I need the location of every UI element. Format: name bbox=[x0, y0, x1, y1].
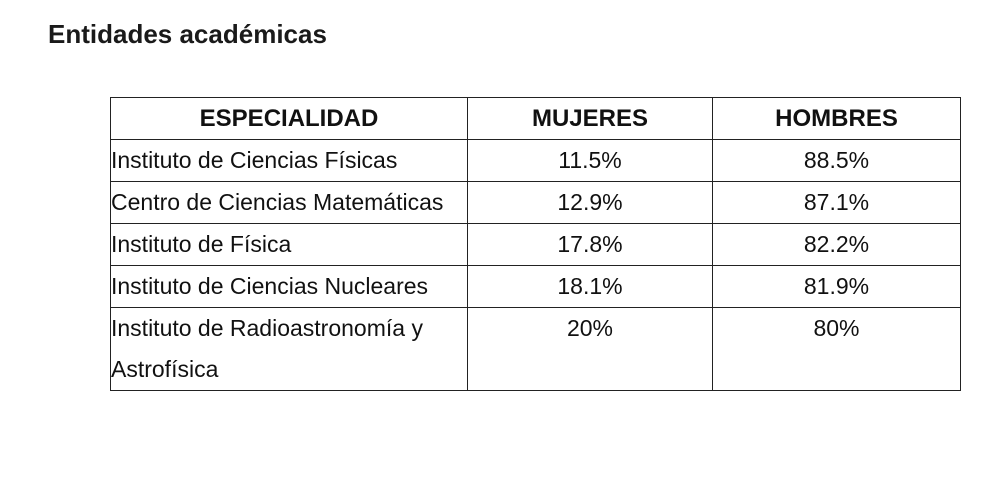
page-title: Entidades académicas bbox=[48, 19, 327, 49]
hombres-cell: 87.1% bbox=[713, 182, 961, 224]
hombres-cell: 82.2% bbox=[713, 224, 961, 266]
mujeres-cell: 18.1% bbox=[468, 266, 713, 308]
especialidad-cell: Centro de Ciencias Matemáticas bbox=[111, 182, 468, 224]
mujeres-cell: 17.8% bbox=[468, 224, 713, 266]
mujeres-cell: 20% bbox=[468, 308, 713, 391]
table-row bbox=[111, 182, 961, 224]
table-row bbox=[111, 308, 961, 391]
hombres-cell: 88.5% bbox=[713, 140, 961, 182]
table-row bbox=[111, 266, 961, 308]
table-header-row bbox=[111, 98, 961, 140]
especialidad-cell: Instituto de Física bbox=[111, 224, 468, 266]
hombres-cell: 81.9% bbox=[713, 266, 961, 308]
hombres-cell: 80% bbox=[713, 308, 961, 391]
table-row bbox=[111, 140, 961, 182]
especialidad-cell: Instituto de Ciencias Nucleares bbox=[111, 266, 468, 308]
column-header-hombres: HOMBRES bbox=[713, 98, 961, 140]
mujeres-cell: 12.9% bbox=[468, 182, 713, 224]
column-header-mujeres: MUJERES bbox=[468, 98, 713, 140]
mujeres-cell: 11.5% bbox=[468, 140, 713, 182]
column-header-especialidad: ESPECIALIDAD bbox=[111, 98, 468, 140]
especialidad-cell: Instituto de Ciencias Físicas bbox=[111, 140, 468, 182]
data-table bbox=[110, 97, 961, 391]
table-row bbox=[111, 224, 961, 266]
especialidad-cell: Instituto de Radioastronomía y Astrofísica bbox=[111, 308, 468, 391]
